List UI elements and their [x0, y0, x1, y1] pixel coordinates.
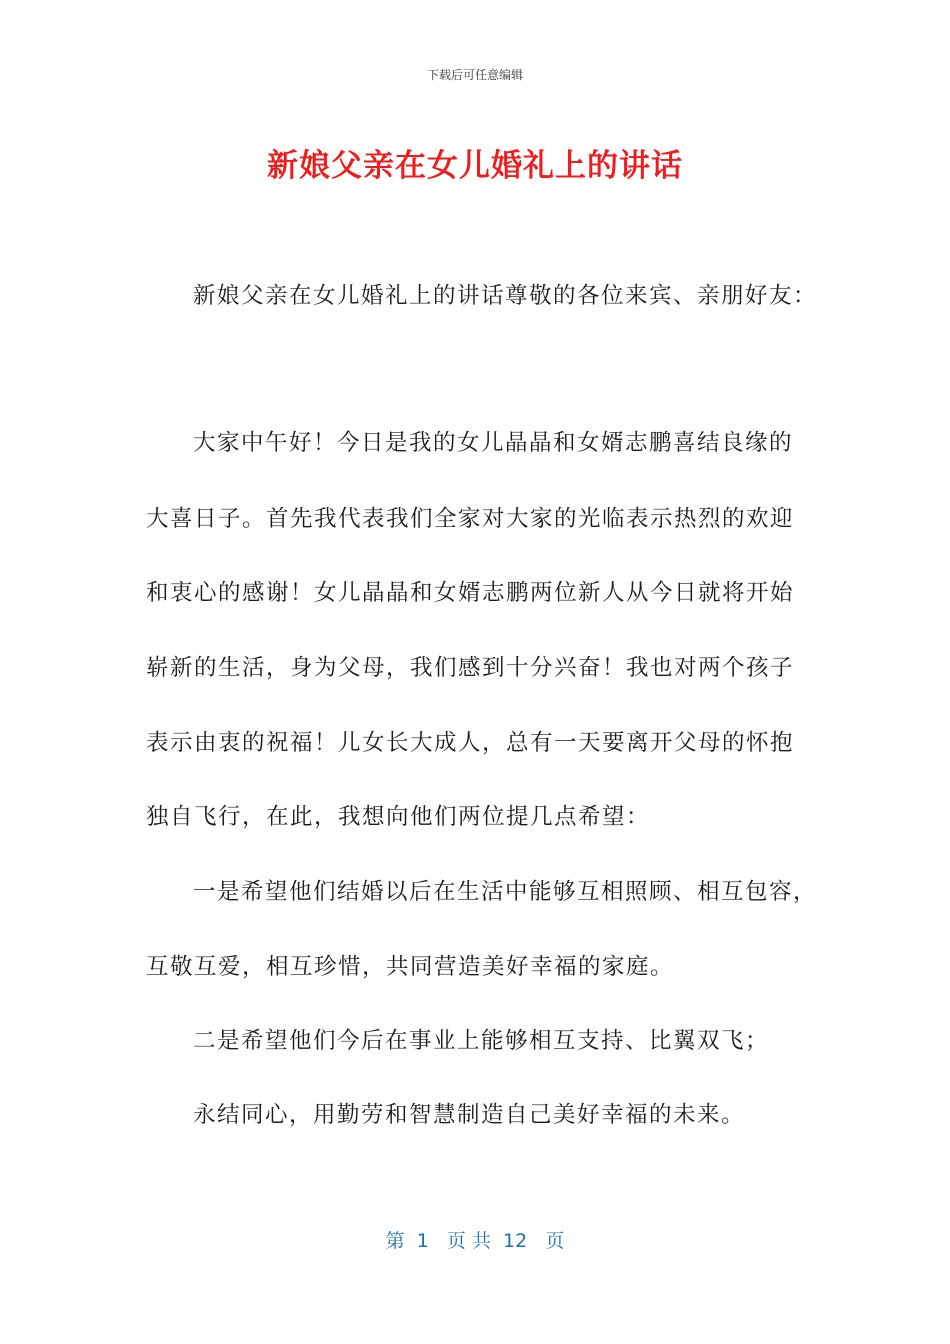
body-line: 一是希望他们结婚以后在生活中能够互相照顾、相互包容，: [193, 879, 818, 905]
body-line: 大家中午好！今日是我的女儿晶晶和女婿志鹏喜结良缘的: [193, 430, 794, 456]
body-line: 永结同心，用勤劳和智慧制造自己美好幸福的未来。: [193, 1102, 746, 1128]
body-line: 大喜日子。首先我代表我们全家对大家的光临表示热烈的欢迎: [146, 506, 795, 532]
page-number: 第 1 页 共 12 页: [385, 1230, 565, 1252]
body-line: 表示由衷的祝福！儿女长大成人，总有一天要离开父母的怀抱: [146, 730, 795, 756]
body-line: 独自飞行，在此，我想向他们两位提几点希望：: [146, 804, 651, 830]
document-title: 新娘父亲在女儿婚礼上的讲话: [267, 148, 683, 184]
body-line: 二是希望他们今后在事业上能够相互支持、比翼双飞；: [193, 1028, 770, 1054]
body-line: 新娘父亲在女儿婚礼上的讲话尊敬的各位来宾、亲朋好友：: [193, 283, 818, 309]
body-line: 崭新的生活，身为父母，我们感到十分兴奋！我也对两个孩子: [146, 655, 795, 681]
body-line: 互敬互爱，相互珍惜，共同营造美好幸福的家庭。: [146, 954, 675, 980]
body-line: 和衷心的感谢！女儿晶晶和女婿志鹏两位新人从今日就将开始: [146, 580, 795, 606]
header-note: 下载后可任意编辑: [426, 68, 523, 82]
